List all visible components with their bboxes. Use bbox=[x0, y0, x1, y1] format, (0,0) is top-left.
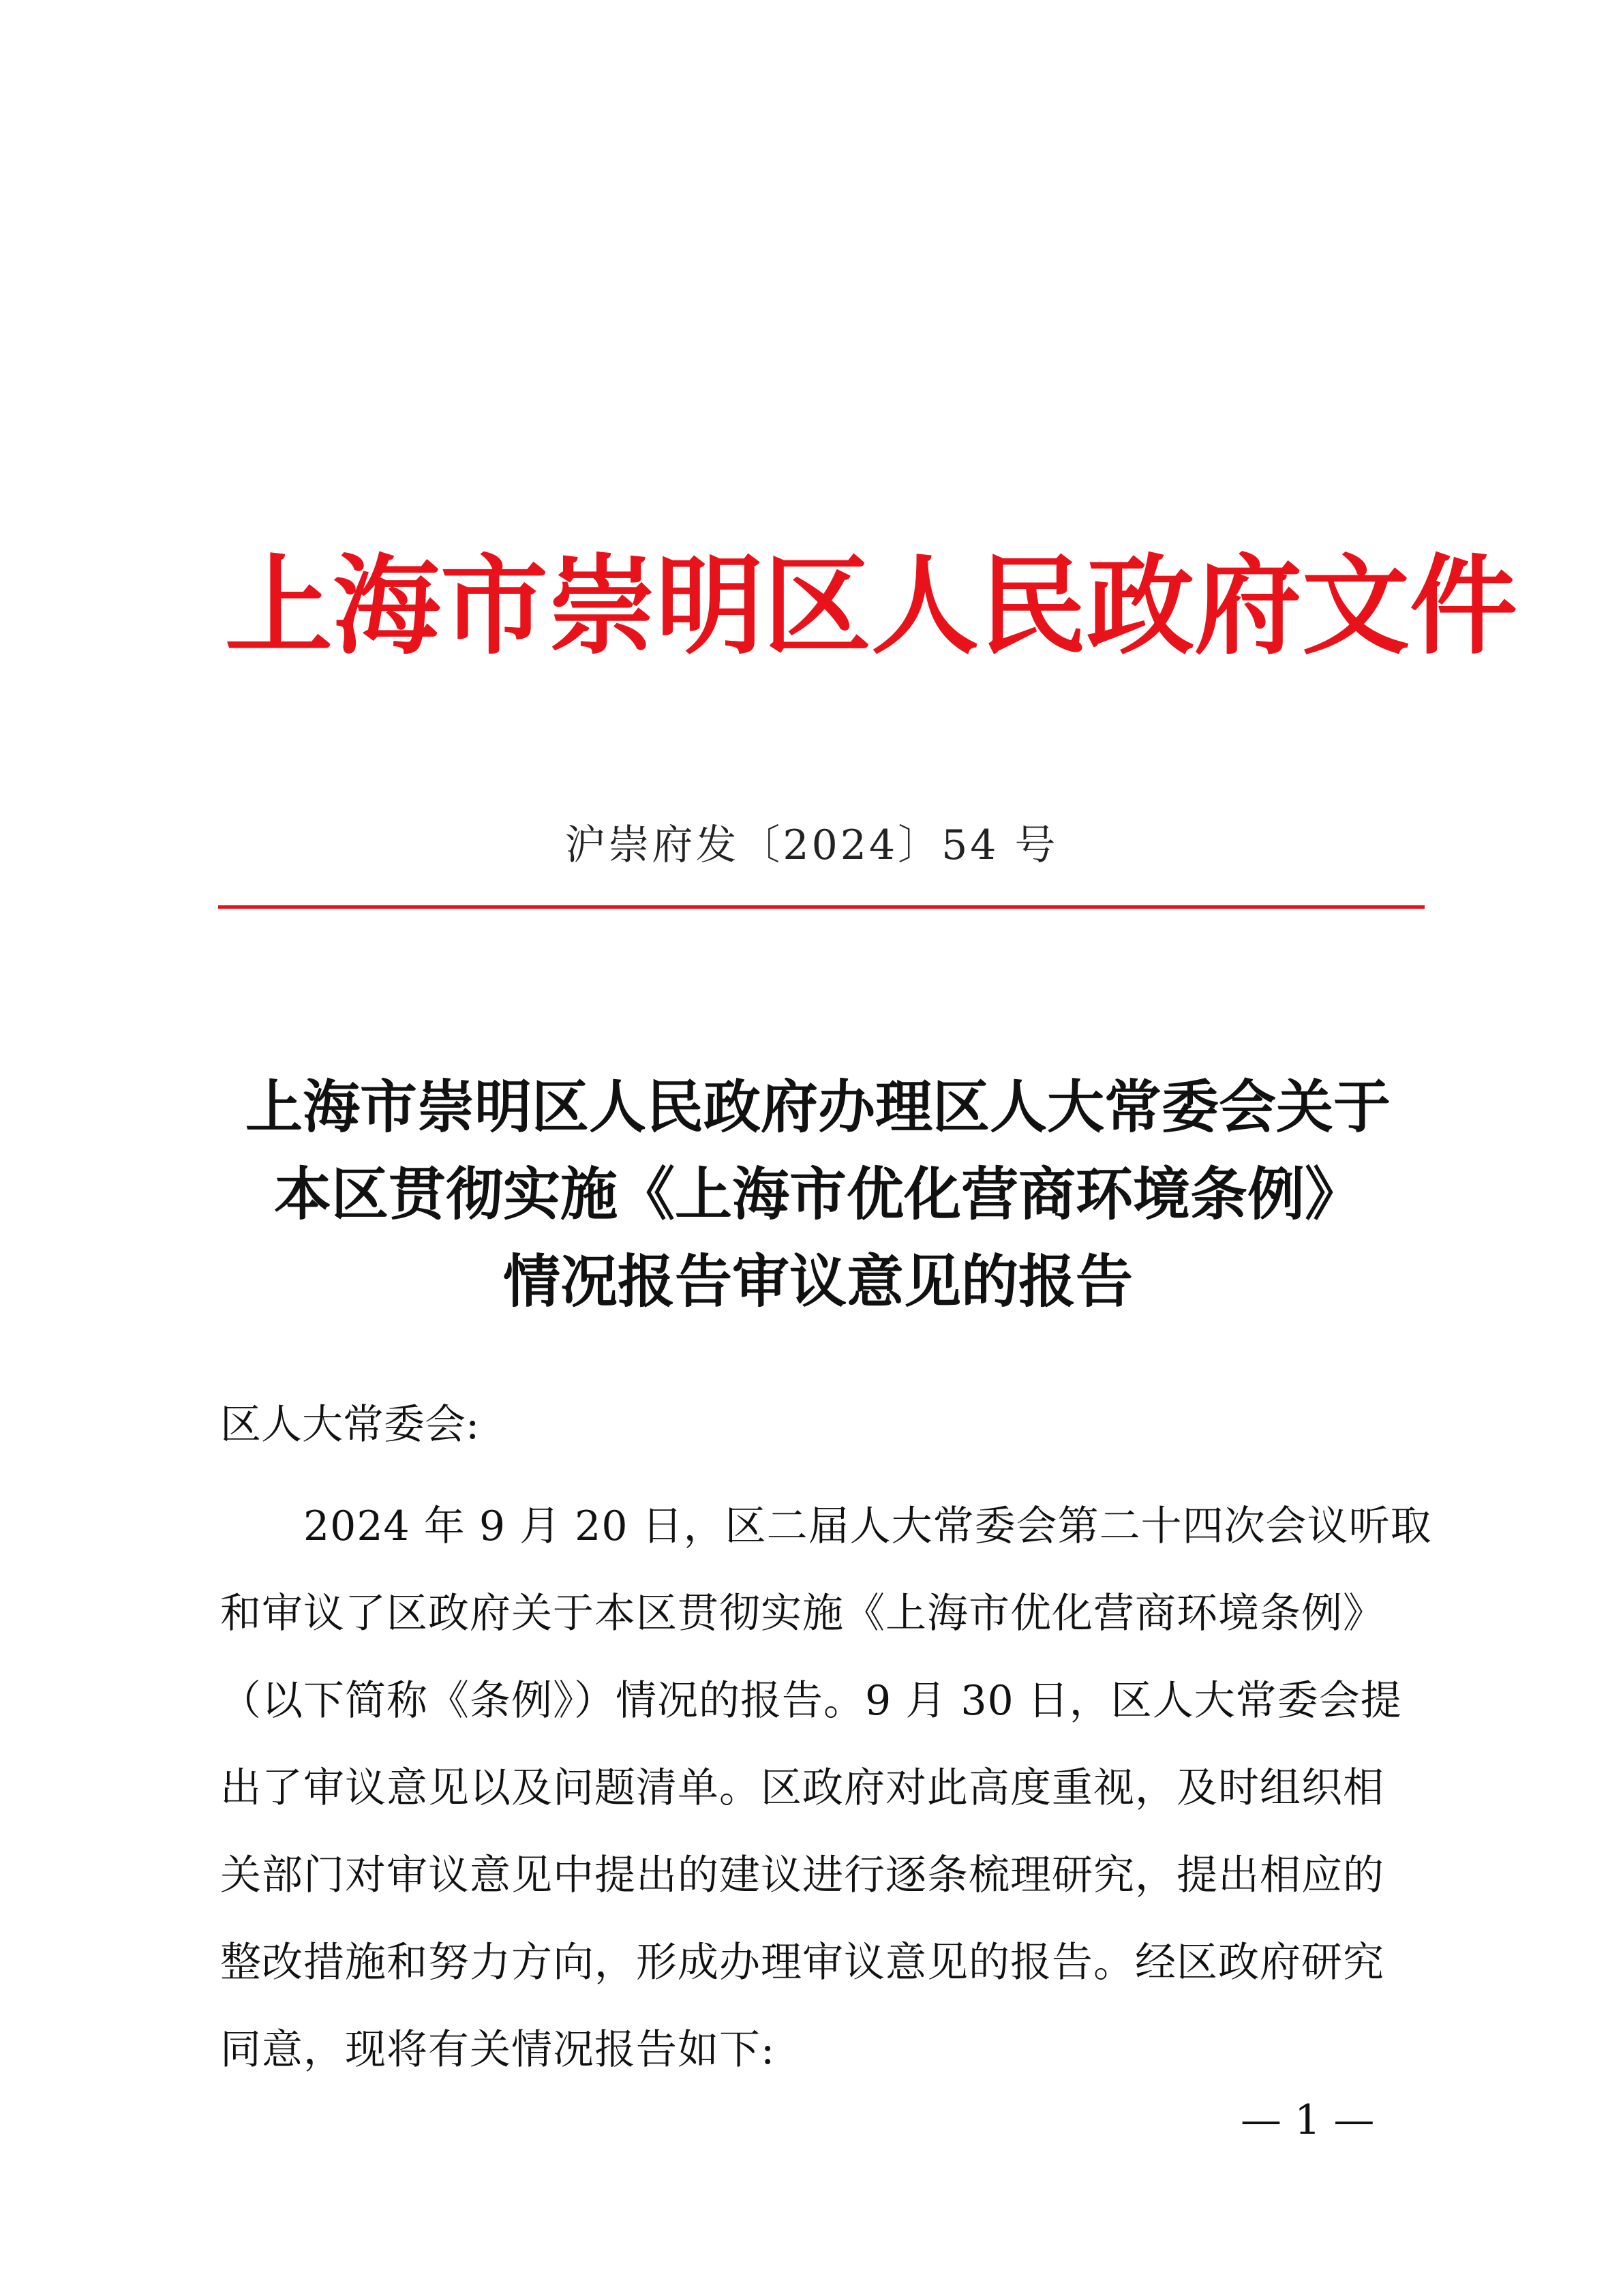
body-line: 出了审议意见以及问题清单。区政府对此高度重视，及时组织相 bbox=[220, 1764, 1384, 1812]
salutation: 区人大常委会: bbox=[220, 1401, 480, 1449]
title-line-1: 上海市崇明区人民政府办理区人大常委会关于 bbox=[245, 1073, 1391, 1141]
body-line: 同意，现将有关情况报告如下: bbox=[220, 2026, 776, 2074]
document-title bbox=[204, 1063, 1431, 1325]
body-paragraph bbox=[220, 1483, 1432, 2094]
masthead-title: 上海市崇明区人民政府文件 bbox=[225, 543, 1517, 669]
page-number: — 1 — bbox=[1241, 2096, 1375, 2144]
title-line-3: 情况报告审议意见的报告 bbox=[502, 1248, 1133, 1315]
body-line: 2024 年 9 月 20 日，区二届人大常委会第二十四次会议听取 bbox=[220, 1502, 1432, 1550]
body-line: 整改措施和努力方向，形成办理审议意见的报告。经区政府研究 bbox=[220, 1939, 1384, 1987]
red-divider-rule bbox=[218, 905, 1425, 909]
body-line: 关部门对审议意见中提出的建议进行逐条梳理研究，提出相应的 bbox=[220, 1852, 1384, 1899]
document-number: 沪崇府发〔2024〕54 号 bbox=[564, 821, 1059, 869]
body-line: 和审议了区政府关于本区贯彻实施《上海市优化营商环境条例》 bbox=[220, 1590, 1384, 1637]
title-line-2: 本区贯彻实施《上海市优化营商环境条例》 bbox=[273, 1160, 1362, 1228]
body-line: （以下简称《条例》）情况的报告。9 月 30 日，区人大常委会提 bbox=[220, 1677, 1402, 1725]
